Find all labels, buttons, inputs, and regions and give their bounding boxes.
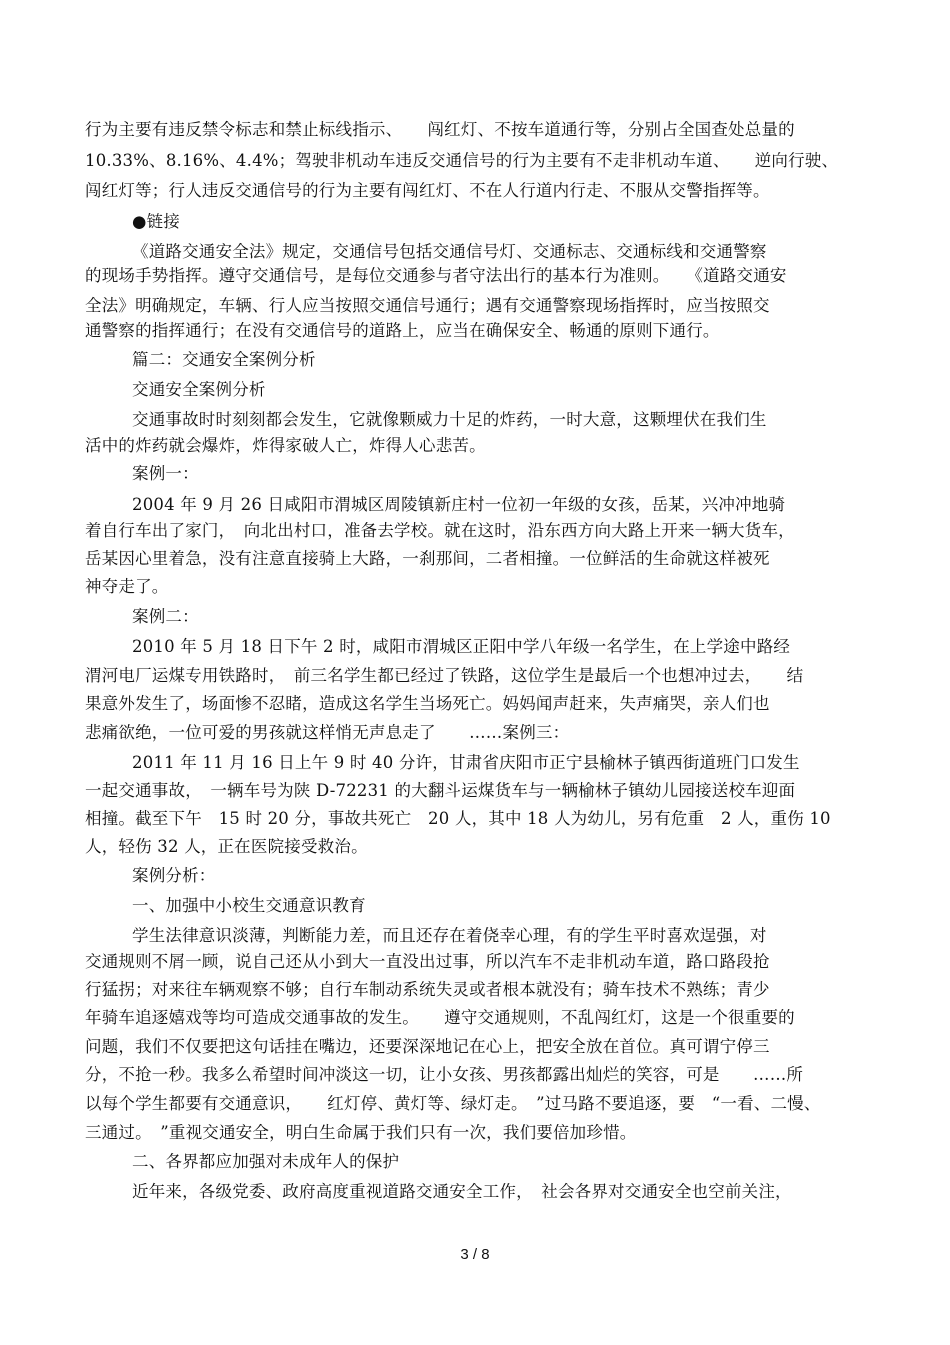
text-line: 一起交通事故， 一辆车号为陕 D-72231 的大翻斗运煤货车与一辆榆林子镇幼儿园接送校车迎面 [85,781,796,800]
text-line: 2004 年 9 月 26 日咸阳市渭城区周陵镇新庄村一位初一年级的女孩，岳某，兴冲冲地骑 [132,495,786,514]
text-line: 活中的炸药就会爆炸，炸得家破人亡，炸得人心悲苦。 [85,436,486,455]
text-line: 全法》明确规定，车辆、行人应当按照交通信号通行；遇有交通警察现场指挥时，应当按照交 [85,296,770,315]
text-line: 岳某因心里着急，没有注意直接骑上大路，一刹那间，二者相撞。一位鲜活的生命就这样被死 [85,549,770,568]
text-line: 相撞。截至下午 15 时 20 分，事故共死亡 20 人，其中 18 人为幼儿，另有危重 2 人，重伤 10 [85,809,831,828]
text-line: 近年来，各级党委、政府高度重视道路交通安全工作， 社会各界对交通安全也空前关注， [132,1182,792,1201]
link-heading: ●链接 [132,212,180,231]
text-line: 神夺走了。 [85,577,169,596]
text-line: 《道路交通安全法》规定，交通信号包括交通信号灯、交通标志、交通标线和交通警察 [132,242,767,261]
case-heading: 案例二： [132,607,199,626]
text-line: 分，不抢一秒。我多么希望时间冲淡这一切，让小女孩、男孩都露出灿烂的笑容，可是 ……所 [85,1065,804,1084]
text-line: 人，轻伤 32 人，正在医院接受救治。 [85,837,368,856]
text-line: 年骑车追逐嬉戏等均可造成交通事故的发生。 遵守交通规则，不乱闯红灯，这是一个很重要的 [85,1008,795,1027]
article-title: 交通安全案例分析 [132,380,266,399]
text-line: 学生法律意识淡薄，判断能力差，而且还存在着侥幸心理，有的学生平时喜欢逞强，对 [132,926,767,945]
text-line: 交通事故时时刻刻都会发生，它就像颗威力十足的炸药，一时大意，这颗埋伏在我们生 [132,410,767,429]
text-line: 闯红灯等；行人违反交通信号的行为主要有闯红灯、不在人行道内行走、不服从交警指挥等。 [85,181,770,200]
text-line: 交通规则不屑一顾，说自己还从小到大一直没出过事，所以汽车不走非机动车道，路口路段抢 [85,952,770,971]
text-line: 通警察的指挥通行；在没有交通信号的道路上，应当在确保安全、畅通的原则下通行。 [85,321,720,340]
text-line: 10.33%、8.16%、4.4%；驾驶非机动车违反交通信号的行为主要有不走非机动车道、 逆向行驶、 [85,151,839,170]
text-line: 三通过。 ”重视交通安全，明白生命属于我们只有一次，我们要倍加珍惜。 [85,1123,637,1142]
text-line: 的现场手势指挥。遵守交通信号，是每位交通参与者守法出行的基本行为准则。 《道路交通安 [85,266,787,285]
text-line: 行猛拐；对来往车辆观察不够；自行车制动系统失灵或者根本就没有；骑车技术不熟练；青少 [85,980,770,999]
text-line: 悲痛欲绝，一位可爱的男孩就这样悄无声息走了 ……案例三： [85,723,570,742]
text-line: 2011 年 11 月 16 日上午 9 时 40 分许，甘肃省庆阳市正宁县榆林子镇西街道班门口发生 [132,753,800,772]
section-title: 篇二：交通安全案例分析 [132,350,316,369]
text-line: 2010 年 5 月 18 日下午 2 时，咸阳市渭城区正阳中学八年级一名学生，在上学途中路经 [132,637,791,656]
text-line: 行为主要有违反禁令标志和禁止标线指示、 闯红灯、不按车道通行等，分别占全国查处总量的 [85,120,795,139]
text-line: 果意外发生了，场面惨不忍睹，造成这名学生当场死亡。妈妈闻声赶来，失声痛哭，亲人们也 [85,694,770,713]
text-line: 以每个学生都要有交通意识， 红灯停、黄灯等、绿灯走。 ”过马路不要追逐，要 “一看、二慢、 [85,1094,821,1113]
subsection-heading: 二、各界都应加强对未成年人的保护 [132,1152,400,1171]
text-line: 渭河电厂运煤专用铁路时， 前三名学生都已经过了铁路，这位学生是最后一个也想冲过去， 结 [85,666,804,685]
case-heading: 案例一： [132,464,199,483]
page-number: 3 / 8 [460,1246,490,1263]
text-line: 着自行车出了家门， 向北出村口，准备去学校。就在这时，沿东西方向大路上开来一辆大货车， [85,521,795,540]
subsection-heading: 一、加强中小校生交通意识教育 [132,896,366,915]
text-line: 问题，我们不仅要把这句话挂在嘴边，还要深深地记在心上，把安全放在首位。真可谓宁停三 [85,1037,770,1056]
analysis-heading: 案例分析： [132,866,216,885]
